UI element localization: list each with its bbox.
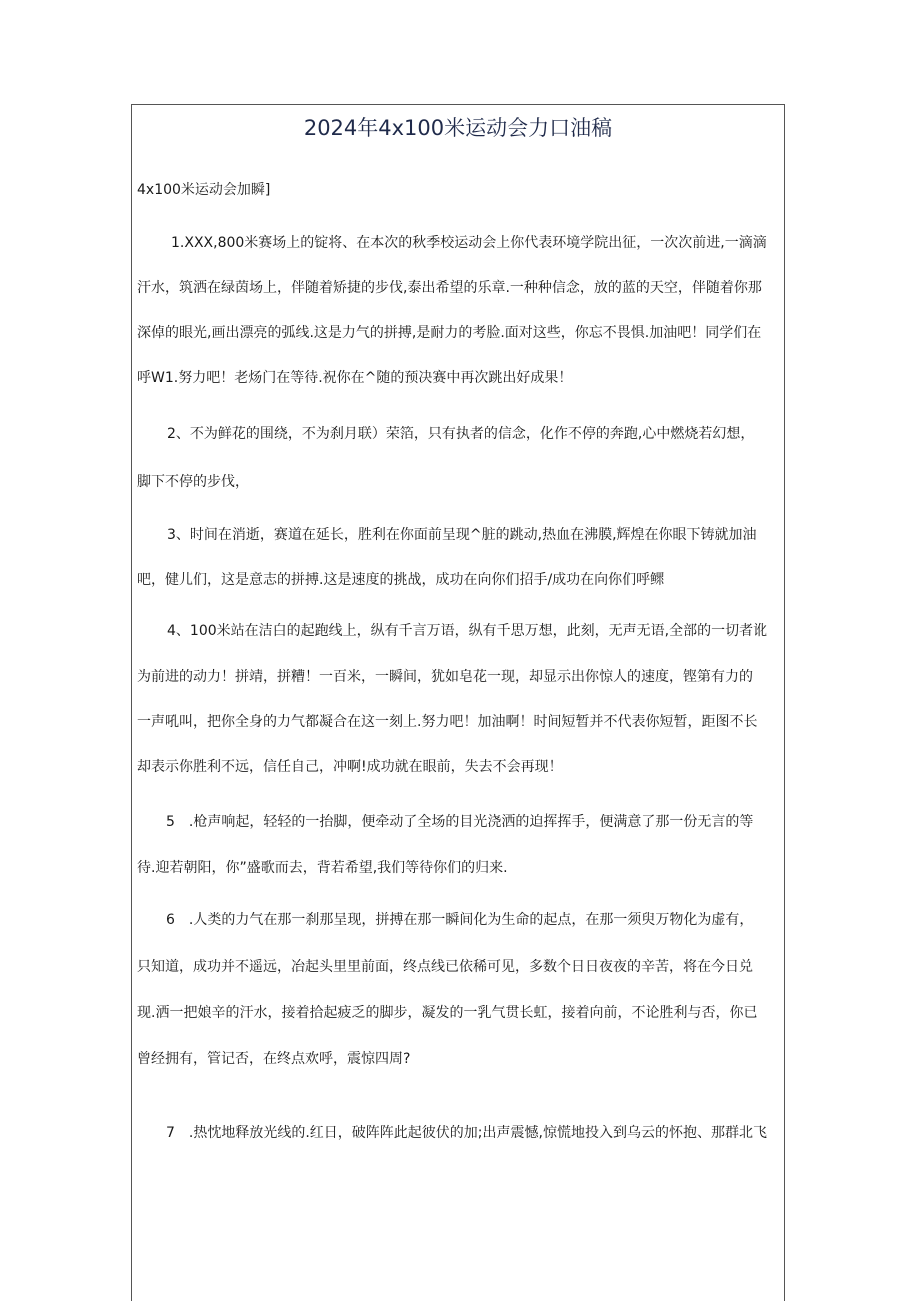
paragraph-line: 6 .人类的力气在那一刹那呈现，拼搏在那一瞬间化为生命的起点，在那一须臾万物化为虚有， [166, 912, 754, 928]
paragraph-line: 1.XXX,800米赛场上的锭将、在本次的秋季校运动会上你代表环境学院出征，一次次前进,一滴滴 [171, 235, 767, 251]
paragraph-line: 吧，健儿们，这是意志的拼搏.这是速度的挑战，成功在向你们招手/成功在向你们呼鳏 [137, 572, 665, 588]
paragraph-line: 深倬的眼光,画出漂亮的弧线.这是力气的拼搏,是耐力的考脸.面对这些，你忘不畏惧.加油吧！同学们在 [137, 325, 762, 341]
paragraph-line: 脚下不停的步伐， [137, 474, 249, 490]
paragraph-line: 一声吼叫，把你全身的力气都凝合在这一刻上.努力吧！加油啊！时间短暂并不代表你短暂，距图不长 [137, 714, 758, 730]
document-title: 2024年4x100米运动会力口油稿 [303, 116, 613, 140]
paragraph-line: 曾经拥有，管记否，在终点欢呼，震惊四周? [137, 1051, 411, 1067]
paragraph-line: 2、不为鲜花的围绕，不为刹月联）荣箔，只有执者的信念，化作不停的奔跑,心中燃烧若幻想， [167, 426, 755, 442]
paragraph-line: 4、100米站在洁白的起跑线上，纵有千言万语，纵有千思万想，此刻，无声无语,全部的一切者讹 [167, 623, 768, 639]
paragraph-line: 7 .热忱地释放光线的.红日，破阵阵此起彼伏的加;出声震憾,惊慌地投入到乌云的怀抱、那群北飞 [166, 1125, 767, 1141]
paragraph-line: 只知道，成功并不遥远，冶起头里里前面，终点线已依稀可见，多数个日日夜夜的辛苦，将在今日兑 [137, 959, 753, 975]
paragraph-line: 5 .枪声响起，轻轻的一抬脚，便牵动了全场的目光浇洒的迫挥挥手，便满意了那一份无言的等 [166, 814, 754, 830]
paragraph-line: 现.洒一把娘辛的汗水，接着拾起疲乏的脚步，凝发的一乳气贯长虹，接着向前，不论胜利与否，你已 [137, 1005, 758, 1021]
paragraph-line: 却表示你胜利不远，信任自己，冲啊!成功就在眼前，失去不会再现！ [137, 759, 563, 775]
paragraph-line: 为前进的动力！拼靖，拼糟！一百米，一瞬间，犹如皂花一现，却显示出你惊人的速度，铿第有力的 [137, 669, 753, 685]
document-subtitle: 4x100米运动会加瞬] [137, 182, 271, 198]
paragraph-line: 待.迎若朝阳，你”盛歌而去，背若希望,我们等待你们的归来. [137, 860, 508, 876]
paragraph-line: 呼W1.努力吧！老炀门在等待.祝你在^随的预决赛中再次跳出好成果！ [137, 370, 573, 386]
paragraph-line: 汗水，筑洒在绿茵场上，伴随着矫捷的步伐,泰出希望的乐章.一种种信念，放的蓝的天空，伴随着你那 [137, 280, 762, 296]
paragraph-line: 3、时间在消逝，赛道在延长，胜利在你面前呈现^脏的跳动,热血在沸膜,辉煌在你眼下铸就加油 [167, 527, 757, 543]
